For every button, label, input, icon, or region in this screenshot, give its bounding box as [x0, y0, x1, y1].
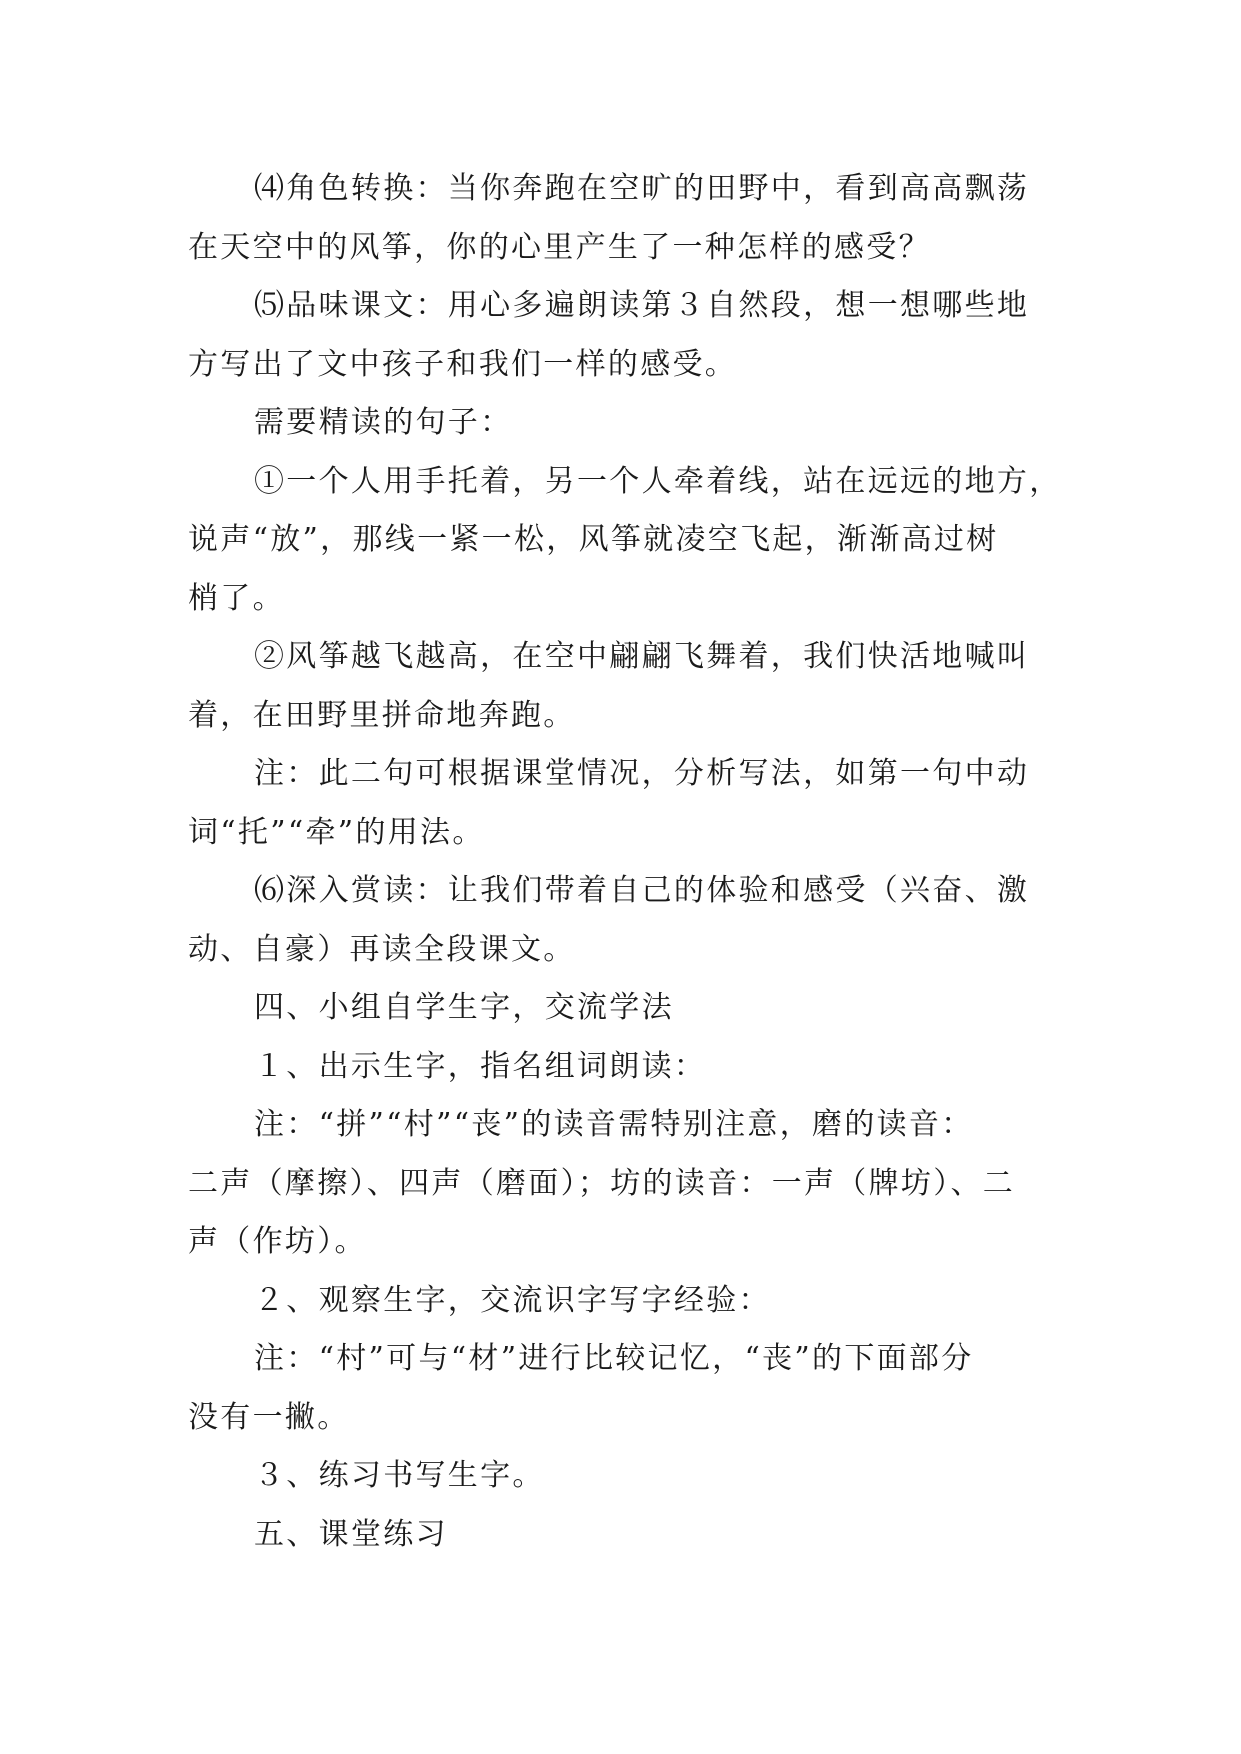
text-line: 注：此二句可根据课堂情况，分析写法，如第一句中动 [254, 756, 1030, 791]
text-line: 注：“拼”“村”“丧”的读音需特别注意，磨的读音： [254, 1107, 974, 1142]
text-line: ２、观察生字，交流识字写字经验： [254, 1282, 771, 1318]
text-line: 词“托”“牵”的用法。 [188, 814, 485, 850]
document-page [188, 160, 1062, 1564]
text-line: 动、自豪）再读全段课文。 [188, 931, 576, 967]
text-line: １、出示生字，指名组词朗读： [254, 1048, 707, 1084]
text-line: 二声（摩擦）、四声（磨面）；坊的读音：一声（牌坊）、二 [188, 1165, 1016, 1201]
text-line: 没有一撇。 [188, 1399, 350, 1435]
text-line: 梢了。 [188, 580, 285, 616]
text-line: 说声“放”，那线一紧一松，风筝就凌空飞起，渐渐高过树 [188, 522, 999, 557]
text-line: ②风筝越飞越高，在空中翩翩飞舞着，我们快活地喊叫 [254, 639, 1030, 674]
section-heading: 五、课堂练习 [254, 1516, 448, 1552]
text-line: ⑸品味课文：用心多遍朗读第３自然段，想一想哪些地 [254, 288, 1030, 323]
text-line: ①一个人用手托着，另一个人牵着线，站在远远的地方， [254, 463, 1062, 499]
text-line: ⑷角色转换：当你奔跑在空旷的田野中，看到高高飘荡 [254, 171, 1030, 206]
text-line: 着，在田野里拼命地奔跑。 [188, 697, 576, 733]
text-line: ⑹深入赏读：让我们带着自己的体验和感受（兴奋、激 [254, 873, 1030, 908]
text-line: 需要精读的句子： [254, 405, 513, 440]
text-line: ３、练习书写生字。 [254, 1458, 545, 1493]
text-line: 注：“村”可与“材”进行比较记忆，“丧”的下面部分 [254, 1341, 974, 1376]
section-heading: 四、小组自学生字，交流学法 [254, 990, 674, 1025]
text-line: 方写出了文中孩子和我们一样的感受。 [188, 346, 738, 382]
text-line: 在天空中的风筝，你的心里产生了一种怎样的感受？ [188, 229, 931, 265]
text-line: 声（作坊）。 [188, 1224, 367, 1259]
